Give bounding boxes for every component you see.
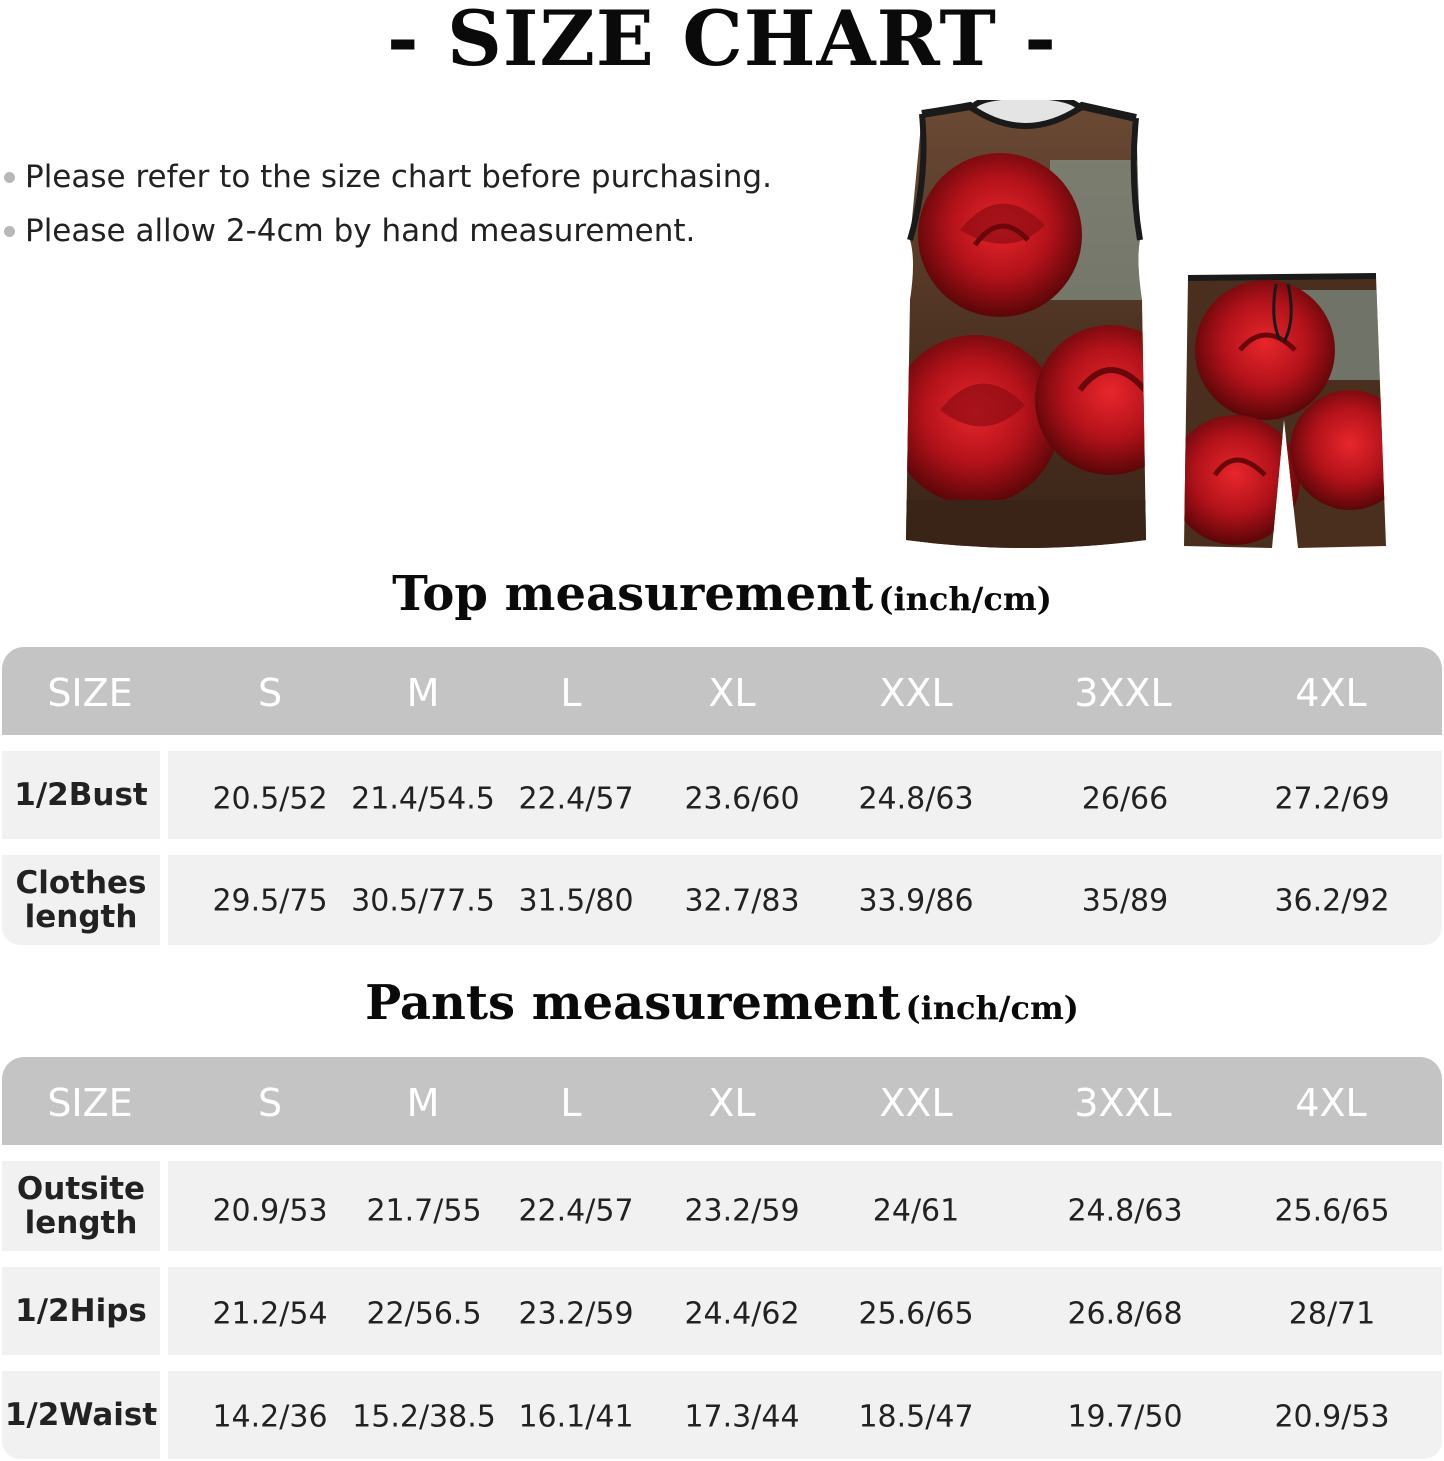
header-cell-l: L [560,1081,582,1125]
shorts-image [1180,270,1390,552]
row-values [168,1371,1442,1459]
note-text: Please refer to the size chart before purchasing. [25,159,772,195]
note-item [4,150,772,204]
table-cell: 21.7/55 [366,1193,482,1229]
table-header [2,647,1442,735]
table-cell: 24.8/63 [1067,1193,1183,1229]
table-row [2,855,1442,945]
header-cell-4xl: 4XL [1295,1081,1367,1125]
top-unit-text: (inch/cm) [878,580,1052,618]
page-title: - SIZE CHART - [387,0,1057,83]
table-cell: 20.9/53 [212,1193,328,1229]
table-cell: 19.7/50 [1067,1399,1183,1435]
table-cell: 18.5/47 [858,1399,974,1435]
table-cell: 16.1/41 [518,1399,634,1435]
header-cell-m: M [406,671,440,715]
header-cell-xxl: XXL [879,671,953,715]
table-cell: 22/56.5 [366,1296,482,1332]
pants-measurement-title [0,975,1444,1031]
row-values [168,855,1442,945]
table-cell: 24.4/62 [684,1296,800,1332]
table-header [2,1057,1442,1145]
header-cell-3xxl: 3XXL [1074,1081,1172,1125]
row-label: Outsite length [2,1161,160,1251]
table-cell: 32.7/83 [684,883,800,919]
row-label: 1/2Waist [2,1371,160,1459]
table-cell: 23.2/59 [518,1296,634,1332]
table-cell: 20.9/53 [1274,1399,1390,1435]
pants-unit-text: (inch/cm) [905,989,1079,1027]
table-cell: 17.3/44 [684,1399,800,1435]
header-cell-xl: XL [708,671,756,715]
row-values [168,1267,1442,1355]
row-label: 1/2Hips [2,1267,160,1355]
top-size-table [2,647,1442,945]
tank-top-image [900,100,1150,556]
pants-title-text: Pants measurement [365,975,901,1031]
table-cell: 29.5/75 [212,883,328,919]
header-cell-xl: XL [708,1081,756,1125]
table-cell: 15.2/38.5 [352,1399,496,1435]
table-cell: 25.6/65 [1274,1193,1390,1229]
top-measurement-title [0,566,1444,622]
table-cell: 24/61 [872,1193,960,1229]
header-cell-size: SIZE [47,1081,133,1125]
header-cell-m: M [406,1081,440,1125]
header-cell-size: SIZE [47,671,133,715]
header-cell-3xxl: 3XXL [1074,671,1172,715]
table-cell: 27.2/69 [1274,781,1390,817]
bullet-icon [4,172,15,183]
table-cell: 26/66 [1081,781,1169,817]
table-cell: 22.4/57 [518,1193,634,1229]
table-cell: 24.8/63 [858,781,974,817]
table-row [2,751,1442,839]
table-cell: 35/89 [1081,883,1169,919]
header-cell-l: L [560,671,582,715]
table-cell: 31.5/80 [518,883,634,919]
notes-list [4,150,772,258]
table-row [2,1371,1442,1459]
table-cell: 25.6/65 [858,1296,974,1332]
note-item [4,204,772,258]
pants-size-table [2,1057,1442,1459]
header-cell-s: S [257,671,283,715]
header-cell-s: S [257,1081,283,1125]
table-cell: 28/71 [1288,1296,1376,1332]
table-cell: 30.5/77.5 [351,883,495,919]
table-cell: 20.5/52 [212,781,328,817]
top-title-text: Top measurement [392,566,874,622]
table-row [2,1161,1442,1251]
table-cell: 26.8/68 [1067,1296,1183,1332]
table-row [2,1267,1442,1355]
table-cell: 33.9/86 [858,883,974,919]
bullet-icon [4,226,15,237]
row-label: Clothes length [2,855,160,945]
table-cell: 21.4/54.5 [351,781,495,817]
table-cell: 23.2/59 [684,1193,800,1229]
row-values [168,1161,1442,1251]
table-cell: 14.2/36 [212,1399,328,1435]
table-cell: 36.2/92 [1274,883,1390,919]
row-values [168,751,1442,839]
row-label: 1/2Bust [2,751,160,839]
header-cell-xxl: XXL [879,1081,953,1125]
table-cell: 21.2/54 [212,1296,328,1332]
table-cell: 22.4/57 [518,781,634,817]
table-cell: 23.6/60 [684,781,800,817]
header-cell-4xl: 4XL [1295,671,1367,715]
note-text: Please allow 2-4cm by hand measurement. [25,213,696,249]
